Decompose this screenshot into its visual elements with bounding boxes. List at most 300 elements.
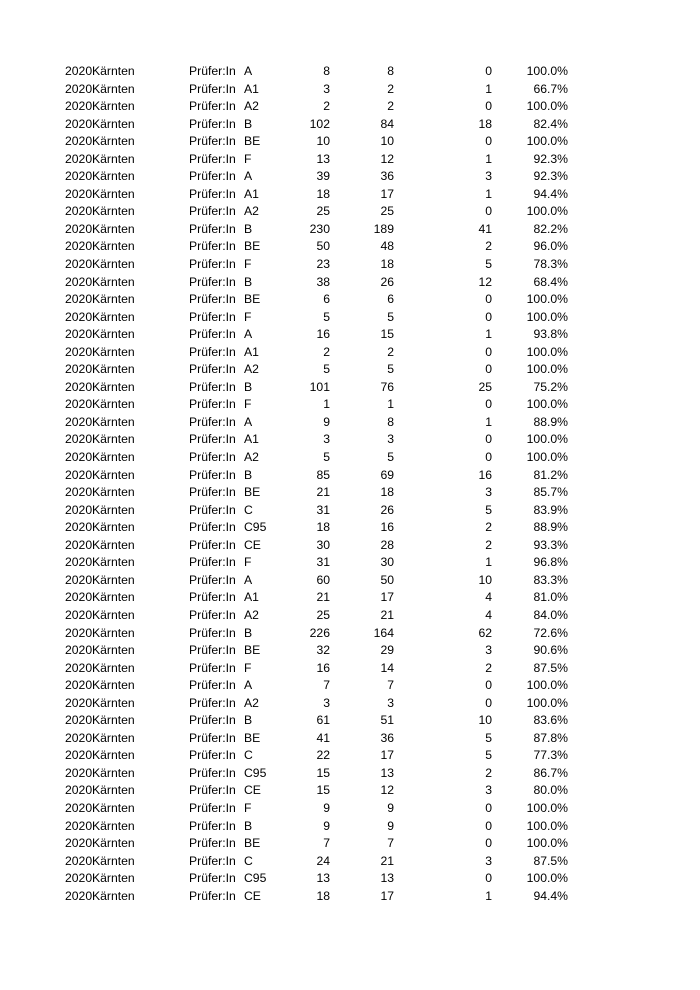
role-cell: Prüfer:In: [189, 730, 236, 745]
pass-rate-cell: 100.0%: [526, 450, 568, 465]
passed-count-cell: 25: [380, 204, 394, 219]
year-cell: 2020: [65, 204, 93, 219]
pass-rate-cell: 81.2%: [533, 467, 568, 482]
passed-count-cell: 5: [387, 450, 394, 465]
region-cell: Kärnten: [92, 344, 135, 359]
year-cell: 2020: [65, 590, 93, 605]
pass-rate-cell: 81.0%: [533, 590, 568, 605]
table-row: [0, 449, 700, 467]
year-cell: 2020: [65, 274, 93, 289]
region-cell: Kärnten: [92, 432, 135, 447]
role-cell: Prüfer:In: [189, 590, 236, 605]
pass-rate-cell: 83.3%: [533, 572, 568, 587]
license-class-cell: B: [244, 713, 253, 728]
failed-count-cell: 0: [485, 362, 492, 377]
total-count-cell: 21: [316, 590, 330, 605]
pass-rate-cell: 66.7%: [533, 81, 568, 96]
year-cell: 2020: [65, 309, 93, 324]
total-count-cell: 3: [323, 81, 330, 96]
role-cell: Prüfer:In: [189, 362, 236, 377]
total-count-cell: 24: [316, 853, 330, 868]
total-count-cell: 50: [316, 239, 330, 254]
table-row: [0, 238, 700, 256]
license-class-cell: B: [244, 274, 253, 289]
region-cell: Kärnten: [92, 397, 135, 412]
region-cell: Kärnten: [92, 204, 135, 219]
year-cell: 2020: [65, 327, 93, 342]
table-row: [0, 712, 700, 730]
year-cell: 2020: [65, 221, 93, 236]
total-count-cell: 10: [316, 134, 330, 149]
region-cell: Kärnten: [92, 555, 135, 570]
failed-count-cell: 41: [478, 221, 492, 236]
pass-rate-cell: 80.0%: [533, 783, 568, 798]
role-cell: Prüfer:In: [189, 186, 236, 201]
license-class-cell: CE: [244, 888, 261, 903]
total-count-cell: 9: [323, 414, 330, 429]
role-cell: Prüfer:In: [189, 309, 236, 324]
license-class-cell: C: [244, 502, 253, 517]
year-cell: 2020: [65, 800, 93, 815]
year-cell: 2020: [65, 134, 93, 149]
year-cell: 2020: [65, 783, 93, 798]
year-cell: 2020: [65, 818, 93, 833]
role-cell: Prüfer:In: [189, 64, 236, 78]
year-cell: 2020: [65, 748, 93, 763]
year-cell: 2020: [65, 116, 93, 131]
role-cell: Prüfer:In: [189, 695, 236, 710]
region-cell: Kärnten: [92, 99, 135, 114]
license-class-cell: BE: [244, 292, 261, 307]
region-cell: Kärnten: [92, 625, 135, 640]
passed-count-cell: 21: [380, 853, 394, 868]
failed-count-cell: 3: [485, 783, 492, 798]
pass-rate-cell: 75.2%: [533, 379, 568, 394]
total-count-cell: 18: [316, 888, 330, 903]
role-cell: Prüfer:In: [189, 625, 236, 640]
table-row: [0, 467, 700, 485]
total-count-cell: 13: [316, 151, 330, 166]
failed-count-cell: 1: [485, 327, 492, 342]
region-cell: Kärnten: [92, 309, 135, 324]
license-class-cell: F: [244, 309, 252, 324]
year-cell: 2020: [65, 625, 93, 640]
region-cell: Kärnten: [92, 292, 135, 307]
license-class-cell: A1: [244, 344, 259, 359]
failed-count-cell: 10: [478, 713, 492, 728]
table-row: [0, 186, 700, 204]
role-cell: Prüfer:In: [189, 379, 236, 394]
region-cell: Kärnten: [92, 730, 135, 745]
role-cell: Prüfer:In: [189, 414, 236, 429]
table-row: [0, 414, 700, 432]
total-count-cell: 31: [316, 502, 330, 517]
table-row: [0, 274, 700, 292]
total-count-cell: 15: [316, 783, 330, 798]
passed-count-cell: 14: [380, 660, 394, 675]
total-count-cell: 6: [323, 292, 330, 307]
year-cell: 2020: [65, 643, 93, 658]
total-count-cell: 226: [309, 625, 330, 640]
passed-count-cell: 7: [387, 678, 394, 693]
region-cell: Kärnten: [92, 783, 135, 798]
year-cell: 2020: [65, 520, 93, 535]
year-cell: 2020: [65, 678, 93, 693]
passed-count-cell: 17: [380, 186, 394, 201]
passed-count-cell: 8: [387, 414, 394, 429]
pass-rate-cell: 72.6%: [533, 625, 568, 640]
total-count-cell: 16: [316, 660, 330, 675]
license-class-cell: F: [244, 800, 252, 815]
table-row: [0, 344, 700, 362]
role-cell: Prüfer:In: [189, 678, 236, 693]
failed-count-cell: 0: [485, 450, 492, 465]
passed-count-cell: 15: [380, 327, 394, 342]
pass-rate-cell: 77.3%: [533, 748, 568, 763]
pass-rate-cell: 100.0%: [526, 362, 568, 377]
pass-rate-cell: 100.0%: [526, 64, 568, 78]
passed-count-cell: 12: [380, 783, 394, 798]
pass-rate-cell: 100.0%: [526, 134, 568, 149]
role-cell: Prüfer:In: [189, 274, 236, 289]
passed-count-cell: 5: [387, 309, 394, 324]
total-count-cell: 18: [316, 186, 330, 201]
total-count-cell: 1: [323, 397, 330, 412]
region-cell: Kärnten: [92, 836, 135, 851]
table-row: [0, 677, 700, 695]
region-cell: Kärnten: [92, 134, 135, 149]
role-cell: Prüfer:In: [189, 221, 236, 236]
total-count-cell: 22: [316, 748, 330, 763]
total-count-cell: 5: [323, 362, 330, 377]
pass-rate-cell: 90.6%: [533, 643, 568, 658]
role-cell: Prüfer:In: [189, 292, 236, 307]
pass-rate-cell: 92.3%: [533, 151, 568, 166]
table-row: [0, 133, 700, 151]
role-cell: Prüfer:In: [189, 888, 236, 903]
license-class-cell: A: [244, 572, 253, 587]
passed-count-cell: 17: [380, 888, 394, 903]
license-class-cell: B: [244, 379, 253, 394]
table-row: [0, 835, 700, 853]
license-class-cell: A: [244, 678, 253, 693]
failed-count-cell: 16: [478, 467, 492, 482]
failed-count-cell: 2: [485, 537, 492, 552]
failed-count-cell: 1: [485, 151, 492, 166]
region-cell: Kärnten: [92, 239, 135, 254]
license-class-cell: BE: [244, 134, 261, 149]
passed-count-cell: 13: [380, 765, 394, 780]
region-cell: Kärnten: [92, 871, 135, 886]
pass-rate-cell: 86.7%: [533, 765, 568, 780]
pass-rate-cell: 96.0%: [533, 239, 568, 254]
region-cell: Kärnten: [92, 467, 135, 482]
table-row: [0, 537, 700, 555]
license-class-cell: C: [244, 748, 253, 763]
pass-rate-cell: 93.8%: [533, 327, 568, 342]
total-count-cell: 3: [323, 432, 330, 447]
table-row: [0, 625, 700, 643]
license-class-cell: BE: [244, 643, 261, 658]
failed-count-cell: 3: [485, 169, 492, 184]
passed-count-cell: 76: [380, 379, 394, 394]
license-class-cell: BE: [244, 239, 261, 254]
table-row: [0, 642, 700, 660]
passed-count-cell: 17: [380, 748, 394, 763]
role-cell: Prüfer:In: [189, 467, 236, 482]
passed-count-cell: 7: [387, 836, 394, 851]
role-cell: Prüfer:In: [189, 765, 236, 780]
table-row: [0, 572, 700, 590]
passed-count-cell: 6: [387, 292, 394, 307]
region-cell: Kärnten: [92, 695, 135, 710]
role-cell: Prüfer:In: [189, 818, 236, 833]
license-class-cell: A: [244, 169, 253, 184]
license-class-cell: BE: [244, 836, 261, 851]
table-row: [0, 607, 700, 625]
passed-count-cell: 17: [380, 590, 394, 605]
license-class-cell: B: [244, 116, 253, 131]
year-cell: 2020: [65, 871, 93, 886]
license-class-cell: C95: [244, 765, 267, 780]
total-count-cell: 7: [323, 678, 330, 693]
region-cell: Kärnten: [92, 853, 135, 868]
license-class-cell: CE: [244, 783, 261, 798]
year-cell: 2020: [65, 99, 93, 114]
license-class-cell: B: [244, 467, 253, 482]
role-cell: Prüfer:In: [189, 800, 236, 815]
failed-count-cell: 0: [485, 64, 492, 78]
year-cell: 2020: [65, 169, 93, 184]
license-class-cell: F: [244, 257, 252, 272]
total-count-cell: 2: [323, 344, 330, 359]
year-cell: 2020: [65, 379, 93, 394]
role-cell: Prüfer:In: [189, 485, 236, 500]
year-cell: 2020: [65, 151, 93, 166]
year-cell: 2020: [65, 257, 93, 272]
table-row: [0, 309, 700, 327]
passed-count-cell: 18: [380, 257, 394, 272]
pass-rate-cell: 100.0%: [526, 397, 568, 412]
failed-count-cell: 1: [485, 81, 492, 96]
pass-rate-cell: 94.4%: [533, 186, 568, 201]
region-cell: Kärnten: [92, 678, 135, 693]
role-cell: Prüfer:In: [189, 450, 236, 465]
passed-count-cell: 1: [387, 397, 394, 412]
year-cell: 2020: [65, 64, 93, 78]
failed-count-cell: 5: [485, 730, 492, 745]
passed-count-cell: 36: [380, 730, 394, 745]
license-class-cell: A2: [244, 607, 259, 622]
region-cell: Kärnten: [92, 64, 135, 78]
region-cell: Kärnten: [92, 643, 135, 658]
failed-count-cell: 0: [485, 695, 492, 710]
passed-count-cell: 26: [380, 274, 394, 289]
year-cell: 2020: [65, 853, 93, 868]
passed-count-cell: 3: [387, 695, 394, 710]
table-row: [0, 291, 700, 309]
year-cell: 2020: [65, 555, 93, 570]
license-class-cell: A: [244, 414, 253, 429]
year-cell: 2020: [65, 344, 93, 359]
passed-count-cell: 84: [380, 116, 394, 131]
license-class-cell: CE: [244, 537, 261, 552]
table-row: [0, 554, 700, 572]
total-count-cell: 39: [316, 169, 330, 184]
pass-rate-cell: 100.0%: [526, 678, 568, 693]
year-cell: 2020: [65, 713, 93, 728]
total-count-cell: 8: [323, 64, 330, 78]
role-cell: Prüfer:In: [189, 555, 236, 570]
year-cell: 2020: [65, 239, 93, 254]
failed-count-cell: 25: [478, 379, 492, 394]
year-cell: 2020: [65, 502, 93, 517]
passed-count-cell: 28: [380, 537, 394, 552]
license-class-cell: A1: [244, 432, 259, 447]
year-cell: 2020: [65, 695, 93, 710]
total-count-cell: 23: [316, 257, 330, 272]
year-cell: 2020: [65, 888, 93, 903]
region-cell: Kärnten: [92, 800, 135, 815]
failed-count-cell: 0: [485, 99, 492, 114]
passed-count-cell: 51: [380, 713, 394, 728]
failed-count-cell: 0: [485, 678, 492, 693]
role-cell: Prüfer:In: [189, 327, 236, 342]
table-row: [0, 168, 700, 186]
table-row: [0, 379, 700, 397]
table-row: [0, 519, 700, 537]
total-count-cell: 38: [316, 274, 330, 289]
region-cell: Kärnten: [92, 274, 135, 289]
license-class-cell: A2: [244, 450, 259, 465]
region-cell: Kärnten: [92, 327, 135, 342]
role-cell: Prüfer:In: [189, 572, 236, 587]
year-cell: 2020: [65, 572, 93, 587]
region-cell: Kärnten: [92, 537, 135, 552]
role-cell: Prüfer:In: [189, 134, 236, 149]
table-row: [0, 502, 700, 520]
passed-count-cell: 36: [380, 169, 394, 184]
failed-count-cell: 0: [485, 818, 492, 833]
role-cell: Prüfer:In: [189, 257, 236, 272]
role-cell: Prüfer:In: [189, 748, 236, 763]
passed-count-cell: 13: [380, 871, 394, 886]
total-count-cell: 102: [309, 116, 330, 131]
license-class-cell: A2: [244, 362, 259, 377]
region-cell: Kärnten: [92, 502, 135, 517]
license-class-cell: C95: [244, 520, 267, 535]
table-row: [0, 695, 700, 713]
license-class-cell: C95: [244, 871, 267, 886]
pass-rate-cell: 87.5%: [533, 853, 568, 868]
role-cell: Prüfer:In: [189, 169, 236, 184]
table-row: [0, 818, 700, 836]
total-count-cell: 60: [316, 572, 330, 587]
role-cell: Prüfer:In: [189, 116, 236, 131]
license-class-cell: B: [244, 221, 253, 236]
pass-rate-cell: 100.0%: [526, 204, 568, 219]
failed-count-cell: 0: [485, 292, 492, 307]
license-class-cell: B: [244, 818, 253, 833]
table-row: [0, 853, 700, 871]
pass-rate-cell: 87.5%: [533, 660, 568, 675]
region-cell: Kärnten: [92, 221, 135, 236]
region-cell: Kärnten: [92, 765, 135, 780]
region-cell: Kärnten: [92, 257, 135, 272]
pass-rate-cell: 68.4%: [533, 274, 568, 289]
region-cell: Kärnten: [92, 169, 135, 184]
passed-count-cell: 50: [380, 572, 394, 587]
failed-count-cell: 62: [478, 625, 492, 640]
license-class-cell: A2: [244, 204, 259, 219]
role-cell: Prüfer:In: [189, 204, 236, 219]
role-cell: Prüfer:In: [189, 432, 236, 447]
region-cell: Kärnten: [92, 818, 135, 833]
pass-rate-cell: 92.3%: [533, 169, 568, 184]
role-cell: Prüfer:In: [189, 713, 236, 728]
role-cell: Prüfer:In: [189, 397, 236, 412]
role-cell: Prüfer:In: [189, 607, 236, 622]
pass-rate-cell: 78.3%: [533, 257, 568, 272]
region-cell: Kärnten: [92, 590, 135, 605]
role-cell: Prüfer:In: [189, 99, 236, 114]
total-count-cell: 21: [316, 485, 330, 500]
region-cell: Kärnten: [92, 713, 135, 728]
failed-count-cell: 2: [485, 520, 492, 535]
table-row: [0, 81, 700, 99]
failed-count-cell: 0: [485, 344, 492, 359]
region-cell: Kärnten: [92, 151, 135, 166]
year-cell: 2020: [65, 730, 93, 745]
passed-count-cell: 69: [380, 467, 394, 482]
role-cell: Prüfer:In: [189, 836, 236, 851]
failed-count-cell: 2: [485, 239, 492, 254]
year-cell: 2020: [65, 450, 93, 465]
role-cell: Prüfer:In: [189, 537, 236, 552]
table-row: [0, 431, 700, 449]
passed-count-cell: 21: [380, 607, 394, 622]
failed-count-cell: 2: [485, 765, 492, 780]
table-row: [0, 98, 700, 116]
year-cell: 2020: [65, 765, 93, 780]
pass-rate-cell: 94.4%: [533, 888, 568, 903]
year-cell: 2020: [65, 397, 93, 412]
pass-rate-cell: 100.0%: [526, 432, 568, 447]
failed-count-cell: 5: [485, 748, 492, 763]
year-cell: 2020: [65, 467, 93, 482]
failed-count-cell: 1: [485, 414, 492, 429]
total-count-cell: 13: [316, 871, 330, 886]
total-count-cell: 5: [323, 309, 330, 324]
pass-rate-cell: 85.7%: [533, 485, 568, 500]
table-row: [0, 800, 700, 818]
total-count-cell: 9: [323, 818, 330, 833]
license-class-cell: A2: [244, 99, 259, 114]
year-cell: 2020: [65, 292, 93, 307]
failed-count-cell: 0: [485, 800, 492, 815]
failed-count-cell: 18: [478, 116, 492, 131]
pass-rate-cell: 82.2%: [533, 221, 568, 236]
total-count-cell: 3: [323, 695, 330, 710]
year-cell: 2020: [65, 362, 93, 377]
total-count-cell: 15: [316, 765, 330, 780]
region-cell: Kärnten: [92, 379, 135, 394]
failed-count-cell: 4: [485, 590, 492, 605]
role-cell: Prüfer:In: [189, 520, 236, 535]
year-cell: 2020: [65, 660, 93, 675]
passed-count-cell: 16: [380, 520, 394, 535]
role-cell: Prüfer:In: [189, 871, 236, 886]
